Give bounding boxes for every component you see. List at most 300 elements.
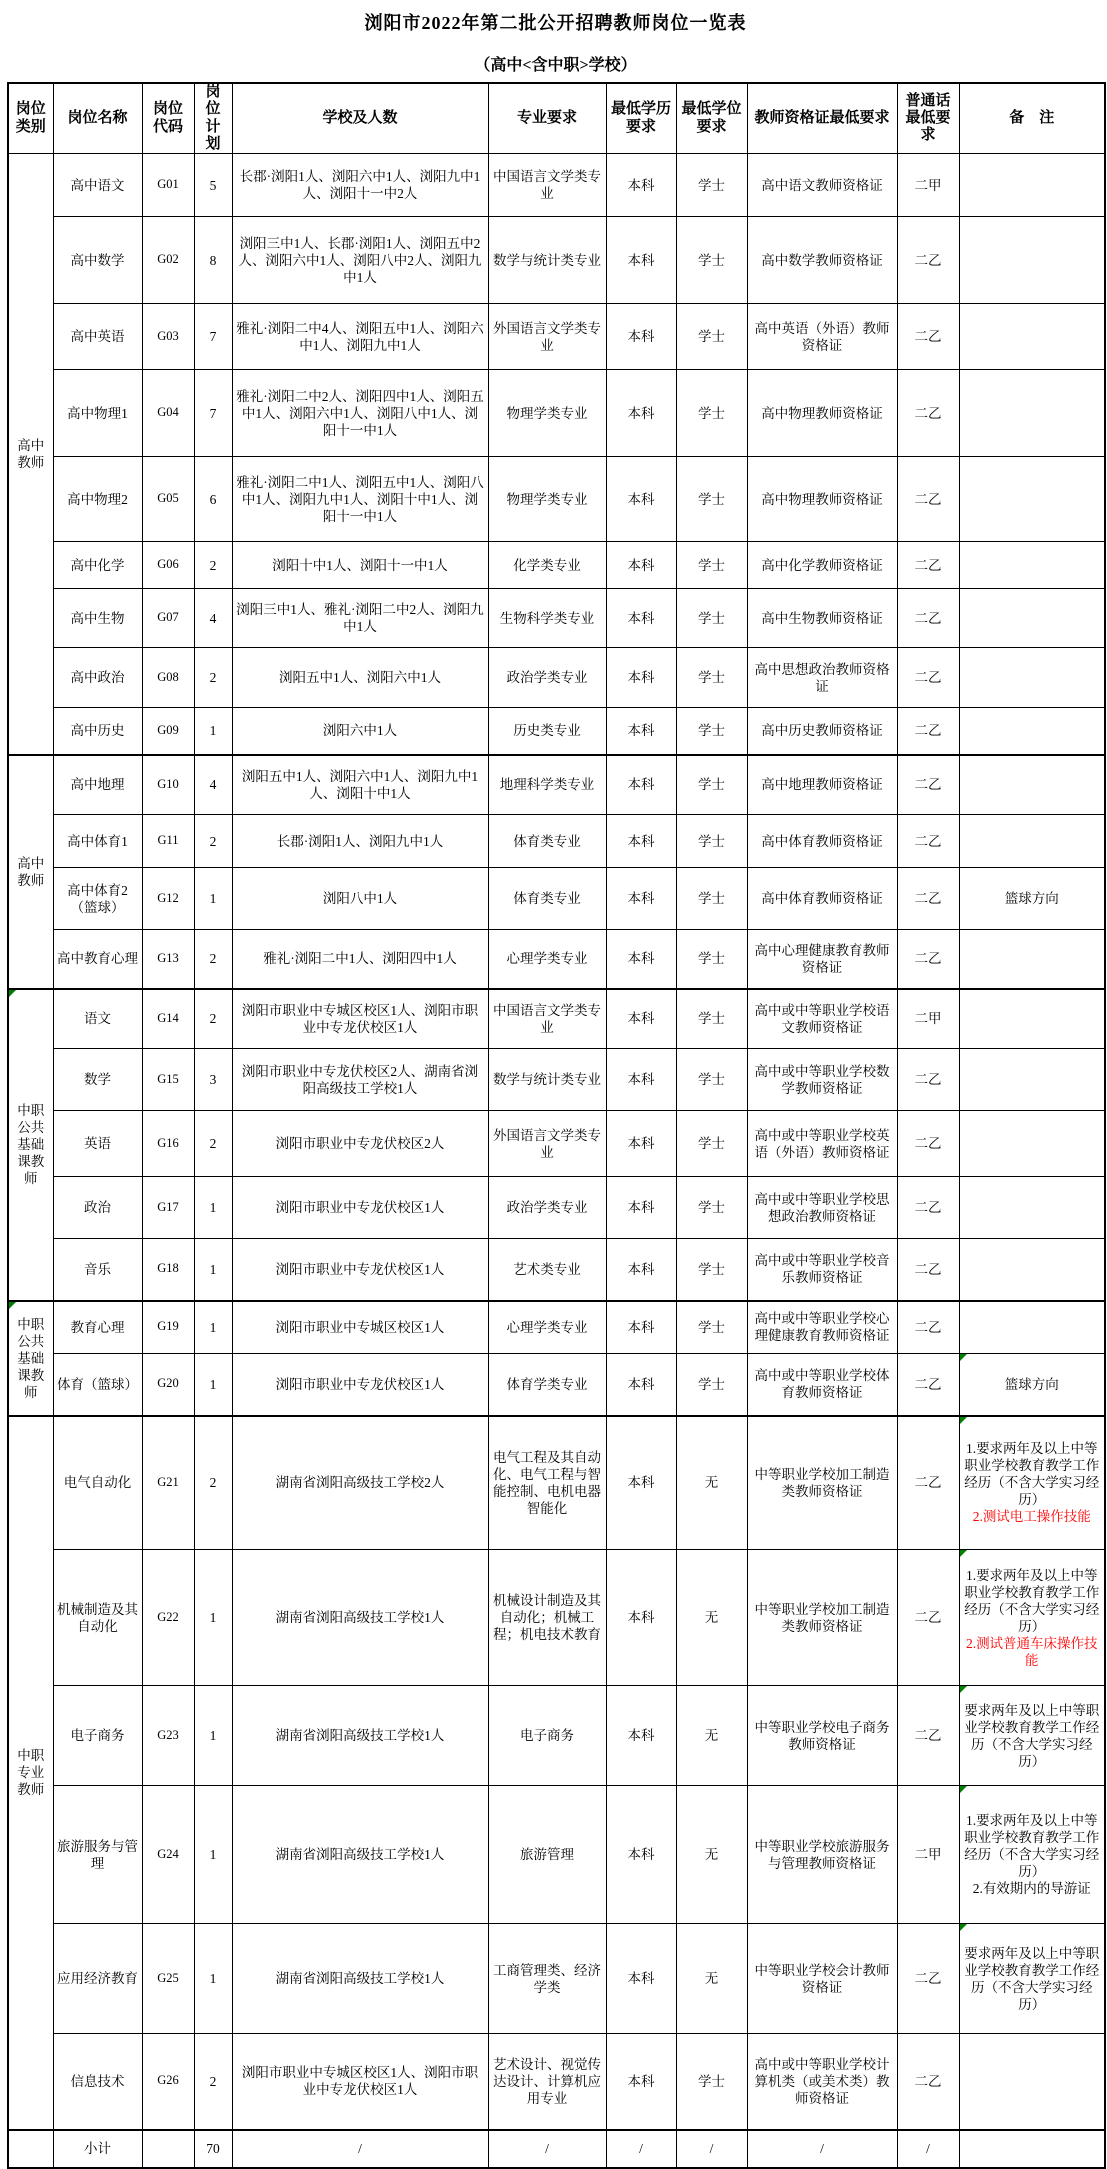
cell-mandarin-requirement: 二乙 bbox=[897, 589, 959, 648]
cell-education-requirement: 本科 bbox=[606, 370, 676, 457]
cell-mandarin-requirement: 二乙 bbox=[897, 542, 959, 589]
cell-education-requirement: 本科 bbox=[606, 989, 676, 1049]
cell-position-count: 2 bbox=[194, 1416, 232, 1550]
cell-major-requirement: 生物科学类专业 bbox=[488, 589, 606, 648]
cell-degree-requirement: / bbox=[676, 2130, 747, 2168]
cell-mandarin-requirement: 二乙 bbox=[897, 868, 959, 930]
cell-certificate-requirement: 高中思想政治教师资格证 bbox=[747, 648, 897, 708]
cell-certificate-requirement: 中等职业学校加工制造类教师资格证 bbox=[747, 1550, 897, 1686]
cell-major-requirement: 政治学类专业 bbox=[488, 648, 606, 708]
cell-certificate-requirement: 中等职业学校电子商务教师资格证 bbox=[747, 1686, 897, 1786]
cell-major-requirement: 物理学类专业 bbox=[488, 370, 606, 457]
cell-mandarin-requirement: 二乙 bbox=[897, 708, 959, 755]
cell-position-code: G05 bbox=[142, 457, 194, 542]
cell-position-name: 高中物理1 bbox=[53, 370, 142, 457]
cell-position-code: G01 bbox=[142, 154, 194, 217]
cell-degree-requirement: 学士 bbox=[676, 1301, 747, 1354]
cell-position-name: 应用经济教育 bbox=[53, 1924, 142, 2034]
cell-remark bbox=[959, 304, 1105, 370]
cell-degree-requirement: 学士 bbox=[676, 1239, 747, 1301]
cell-position-name: 高中政治 bbox=[53, 648, 142, 708]
cell-position-name: 高中化学 bbox=[53, 542, 142, 589]
cell-category bbox=[8, 2130, 53, 2168]
table-row bbox=[8, 1177, 1105, 1239]
cell-certificate-requirement: 高中生物教师资格证 bbox=[747, 589, 897, 648]
cell-position-count: 7 bbox=[194, 304, 232, 370]
cell-education-requirement: 本科 bbox=[606, 1239, 676, 1301]
cell-certificate-requirement: 高中语文教师资格证 bbox=[747, 154, 897, 217]
cell-degree-requirement: 学士 bbox=[676, 755, 747, 815]
cell-certificate-requirement: 高中物理教师资格证 bbox=[747, 457, 897, 542]
cell-position-name: 政治 bbox=[53, 1177, 142, 1239]
cell-mandarin-requirement: 二乙 bbox=[897, 815, 959, 868]
cell-remark bbox=[959, 217, 1105, 304]
cell-position-name: 信息技术 bbox=[53, 2034, 142, 2130]
remark-text: 2.有效期内的导游证 bbox=[972, 1881, 1091, 1896]
cell-position-code: G19 bbox=[142, 1301, 194, 1354]
cell-mandarin-requirement: 二乙 bbox=[897, 1239, 959, 1301]
cell-education-requirement: 本科 bbox=[606, 2034, 676, 2130]
cell-position-code: G02 bbox=[142, 217, 194, 304]
remark-text: 要求两年及以上中等职业学校教育教学工作经历（不含大学实习经历） bbox=[964, 1945, 1100, 2012]
cell-education-requirement: 本科 bbox=[606, 304, 676, 370]
cell-mandarin-requirement: 二甲 bbox=[897, 989, 959, 1049]
cell-education-requirement: 本科 bbox=[606, 1924, 676, 2034]
cell-position-code: G17 bbox=[142, 1177, 194, 1239]
cell-certificate-requirement: 高中或中等职业学校英语（外语）教师资格证 bbox=[747, 1111, 897, 1177]
col-header-major: 专业要求 bbox=[488, 83, 606, 154]
col-header-mandarin: 普通话最低要求 bbox=[897, 83, 959, 154]
cell-mandarin-requirement: 二乙 bbox=[897, 930, 959, 989]
cell-position-name: 高中体育2（篮球） bbox=[53, 868, 142, 930]
col-header-count: 岗位计划 bbox=[194, 83, 232, 154]
cell-position-code: G10 bbox=[142, 755, 194, 815]
comment-marker-icon bbox=[960, 1354, 967, 1361]
cell-mandarin-requirement: 二乙 bbox=[897, 1301, 959, 1354]
cell-mandarin-requirement: 二乙 bbox=[897, 1049, 959, 1111]
comment-marker-icon bbox=[960, 1550, 967, 1557]
cell-mandarin-requirement: 二乙 bbox=[897, 217, 959, 304]
col-header-category: 岗位类别 bbox=[8, 83, 53, 154]
cell-position-count: 1 bbox=[194, 1924, 232, 2034]
page-title: 浏阳市2022年第二批公开招聘教师岗位一览表 bbox=[364, 13, 747, 33]
cell-certificate-requirement: 中等职业学校旅游服务与管理教师资格证 bbox=[747, 1786, 897, 1924]
cell-major-requirement: 地理科学类专业 bbox=[488, 755, 606, 815]
cell-major-requirement: 历史类专业 bbox=[488, 708, 606, 755]
table-row bbox=[8, 1301, 1105, 1354]
cell-remark bbox=[959, 648, 1105, 708]
cell-position-count: 1 bbox=[194, 1301, 232, 1354]
cell-degree-requirement: 无 bbox=[676, 1786, 747, 1924]
cell-degree-requirement: 学士 bbox=[676, 1111, 747, 1177]
cell-position-name: 高中物理2 bbox=[53, 457, 142, 542]
cell-major-requirement: 电子商务 bbox=[488, 1686, 606, 1786]
cell-mandarin-requirement: 二乙 bbox=[897, 457, 959, 542]
cell-remark bbox=[959, 1550, 1105, 1686]
cell-schools: 雅礼·浏阳二中1人、浏阳四中1人 bbox=[232, 930, 488, 989]
cell-mandarin-requirement: 二乙 bbox=[897, 1111, 959, 1177]
table-row bbox=[8, 154, 1105, 217]
cell-degree-requirement: 无 bbox=[676, 1686, 747, 1786]
table-row bbox=[8, 989, 1105, 1049]
cell-education-requirement: 本科 bbox=[606, 1301, 676, 1354]
comment-marker-icon bbox=[960, 1686, 967, 1693]
cell-education-requirement: 本科 bbox=[606, 1416, 676, 1550]
cell-position-code bbox=[142, 2130, 194, 2168]
cell-schools: 雅礼·浏阳二中2人、浏阳四中1人、浏阳五中1人、浏阳六中1人、浏阳八中1人、浏阳十一中1人 bbox=[232, 370, 488, 457]
comment-marker-icon bbox=[9, 990, 16, 997]
cell-degree-requirement: 学士 bbox=[676, 989, 747, 1049]
cell-education-requirement: 本科 bbox=[606, 648, 676, 708]
table-row bbox=[8, 370, 1105, 457]
cell-major-requirement: / bbox=[488, 2130, 606, 2168]
cell-remark bbox=[959, 1416, 1105, 1550]
cell-schools: 浏阳市职业中专龙伏校区1人 bbox=[232, 1239, 488, 1301]
cell-mandarin-requirement: 二乙 bbox=[897, 304, 959, 370]
cell-degree-requirement: 学士 bbox=[676, 1049, 747, 1111]
cell-position-code: G16 bbox=[142, 1111, 194, 1177]
cell-mandarin-requirement: / bbox=[897, 2130, 959, 2168]
cell-major-requirement: 体育类专业 bbox=[488, 815, 606, 868]
cell-major-requirement: 体育类专业 bbox=[488, 868, 606, 930]
cell-mandarin-requirement: 二乙 bbox=[897, 2034, 959, 2130]
cell-remark bbox=[959, 1786, 1105, 1924]
cell-education-requirement: 本科 bbox=[606, 868, 676, 930]
cell-schools: 浏阳六中1人 bbox=[232, 708, 488, 755]
remark-red-text: 2.测试电工操作技能 bbox=[972, 1509, 1091, 1525]
cell-position-name: 高中教育心理 bbox=[53, 930, 142, 989]
table-row bbox=[8, 304, 1105, 370]
cell-degree-requirement: 学士 bbox=[676, 457, 747, 542]
cell-position-name: 数学 bbox=[53, 1049, 142, 1111]
cell-position-name: 教育心理 bbox=[53, 1301, 142, 1354]
cell-position-code: G12 bbox=[142, 868, 194, 930]
cell-degree-requirement: 学士 bbox=[676, 304, 747, 370]
cell-major-requirement: 电气工程及其自动化、电气工程与智能控制、电机电器智能化 bbox=[488, 1416, 606, 1550]
col-header-remark: 备 注 bbox=[959, 83, 1105, 154]
remark-red-text: 2.测试普通车床操作技能 bbox=[965, 1635, 1098, 1668]
cell-major-requirement: 化学类专业 bbox=[488, 542, 606, 589]
cell-remark bbox=[959, 589, 1105, 648]
cell-certificate-requirement: 高中或中等职业学校音乐教师资格证 bbox=[747, 1239, 897, 1301]
cell-mandarin-requirement: 二乙 bbox=[897, 755, 959, 815]
cell-position-code: G24 bbox=[142, 1786, 194, 1924]
cell-certificate-requirement: 高中物理教师资格证 bbox=[747, 370, 897, 457]
subtotal-row bbox=[8, 2130, 1105, 2168]
cell-position-count: 8 bbox=[194, 217, 232, 304]
cell-degree-requirement: 无 bbox=[676, 1550, 747, 1686]
cell-position-name: 体育（篮球） bbox=[53, 1354, 142, 1416]
cell-major-requirement: 外国语言文学类专业 bbox=[488, 304, 606, 370]
cell-mandarin-requirement: 二甲 bbox=[897, 1786, 959, 1924]
cell-position-name: 语文 bbox=[53, 989, 142, 1049]
cell-position-count: 70 bbox=[194, 2130, 232, 2168]
cell-certificate-requirement: 高中或中等职业学校体育教师资格证 bbox=[747, 1354, 897, 1416]
cell-remark bbox=[959, 457, 1105, 542]
cell-education-requirement: 本科 bbox=[606, 1786, 676, 1924]
cell-remark bbox=[959, 989, 1105, 1049]
cell-position-code: G06 bbox=[142, 542, 194, 589]
cell-position-count: 2 bbox=[194, 2034, 232, 2130]
cell-position-count: 5 bbox=[194, 154, 232, 217]
table-row bbox=[8, 2034, 1105, 2130]
cell-major-requirement: 数学与统计类专业 bbox=[488, 1049, 606, 1111]
cell-position-code: G08 bbox=[142, 648, 194, 708]
cell-education-requirement: 本科 bbox=[606, 1177, 676, 1239]
cell-position-name: 英语 bbox=[53, 1111, 142, 1177]
cell-education-requirement: 本科 bbox=[606, 930, 676, 989]
cell-schools: 湖南省浏阳高级技工学校1人 bbox=[232, 1550, 488, 1686]
remark-text: 1.要求两年及以上中等职业学校教育教学工作经历（不含大学实习经历） bbox=[964, 1813, 1100, 1879]
cell-schools: 浏阳三中1人、长郡·浏阳1人、浏阳五中2人、浏阳六中1人、浏阳八中2人、浏阳九中1人 bbox=[232, 217, 488, 304]
cell-major-requirement: 政治学类专业 bbox=[488, 1177, 606, 1239]
cell-degree-requirement: 学士 bbox=[676, 648, 747, 708]
cell-position-count: 3 bbox=[194, 1049, 232, 1111]
cell-position-count: 1 bbox=[194, 1550, 232, 1686]
cell-degree-requirement: 学士 bbox=[676, 542, 747, 589]
cell-mandarin-requirement: 二乙 bbox=[897, 1924, 959, 2034]
cell-mandarin-requirement: 二乙 bbox=[897, 1354, 959, 1416]
cell-mandarin-requirement: 二乙 bbox=[897, 1550, 959, 1686]
cell-position-count: 2 bbox=[194, 1111, 232, 1177]
remark-text: 篮球方向 bbox=[1004, 1376, 1059, 1392]
cell-position-code: G23 bbox=[142, 1686, 194, 1786]
category-cell: 高中教师 bbox=[8, 154, 53, 755]
cell-remark bbox=[959, 1177, 1105, 1239]
cell-education-requirement: 本科 bbox=[606, 542, 676, 589]
col-header-degree: 最低学位要求 bbox=[676, 83, 747, 154]
cell-position-code: G25 bbox=[142, 1924, 194, 2034]
cell-remark bbox=[959, 1049, 1105, 1111]
cell-remark bbox=[959, 930, 1105, 989]
table-row bbox=[8, 815, 1105, 868]
cell-major-requirement: 物理学类专业 bbox=[488, 457, 606, 542]
table-row bbox=[8, 930, 1105, 989]
cell-degree-requirement: 无 bbox=[676, 1924, 747, 2034]
cell-certificate-requirement: 高中数学教师资格证 bbox=[747, 217, 897, 304]
cell-mandarin-requirement: 二甲 bbox=[897, 154, 959, 217]
cell-education-requirement: 本科 bbox=[606, 755, 676, 815]
cell-degree-requirement: 学士 bbox=[676, 217, 747, 304]
cell-position-code: G04 bbox=[142, 370, 194, 457]
cell-major-requirement: 心理学类专业 bbox=[488, 1301, 606, 1354]
col-header-code: 岗位代码 bbox=[142, 83, 194, 154]
cell-schools: 浏阳市职业中专龙伏校区1人 bbox=[232, 1177, 488, 1239]
cell-remark bbox=[959, 1354, 1105, 1416]
cell-schools: 浏阳三中1人、雅礼·浏阳二中2人、浏阳九中1人 bbox=[232, 589, 488, 648]
cell-education-requirement: 本科 bbox=[606, 815, 676, 868]
cell-remark bbox=[959, 2034, 1105, 2130]
cell-schools: 浏阳市职业中专城区校区1人、浏阳市职业中专龙伏校区1人 bbox=[232, 989, 488, 1049]
remark-text: 1.要求两年及以上中等职业学校教育教学工作经历（不含大学实习经历） bbox=[964, 1441, 1100, 1508]
table-row bbox=[8, 708, 1105, 755]
cell-certificate-requirement: 高中或中等职业学校数学教师资格证 bbox=[747, 1049, 897, 1111]
cell-position-count: 1 bbox=[194, 868, 232, 930]
cell-schools: 浏阳市职业中专城区校区1人 bbox=[232, 1301, 488, 1354]
cell-certificate-requirement: 高中历史教师资格证 bbox=[747, 708, 897, 755]
cell-remark bbox=[959, 1301, 1105, 1354]
table-row bbox=[8, 755, 1105, 815]
cell-education-requirement: 本科 bbox=[606, 1550, 676, 1686]
cell-degree-requirement: 学士 bbox=[676, 868, 747, 930]
cell-remark bbox=[959, 1239, 1105, 1301]
remark-text: 1.要求两年及以上中等职业学校教育教学工作经历（不含大学实习经历） bbox=[964, 1567, 1100, 1634]
cell-mandarin-requirement: 二乙 bbox=[897, 1686, 959, 1786]
cell-position-count: 1 bbox=[194, 1177, 232, 1239]
cell-degree-requirement: 学士 bbox=[676, 589, 747, 648]
positions-table bbox=[7, 82, 1106, 2169]
cell-position-name: 电子商务 bbox=[53, 1686, 142, 1786]
cell-major-requirement: 艺术类专业 bbox=[488, 1239, 606, 1301]
cell-position-name: 高中语文 bbox=[53, 154, 142, 217]
cell-major-requirement: 心理学类专业 bbox=[488, 930, 606, 989]
cell-position-code: G26 bbox=[142, 2034, 194, 2130]
cell-position-code: G07 bbox=[142, 589, 194, 648]
table-row bbox=[8, 1049, 1105, 1111]
remark-text: 篮球方向 bbox=[1004, 891, 1059, 906]
cell-schools: 湖南省浏阳高级技工学校1人 bbox=[232, 1924, 488, 2034]
table-header bbox=[8, 83, 1105, 154]
cell-schools: 浏阳八中1人 bbox=[232, 868, 488, 930]
comment-marker-icon bbox=[960, 1924, 967, 1931]
cell-position-code: G13 bbox=[142, 930, 194, 989]
comment-marker-icon bbox=[960, 1786, 967, 1793]
cell-schools: 雅礼·浏阳二中1人、浏阳五中1人、浏阳八中1人、浏阳九中1人、浏阳十中1人、浏阳十一中1人 bbox=[232, 457, 488, 542]
cell-position-name: 机械制造及其自动化 bbox=[53, 1550, 142, 1686]
cell-major-requirement: 体育学类专业 bbox=[488, 1354, 606, 1416]
category-cell: 高中教师 bbox=[8, 755, 53, 989]
cell-schools: 湖南省浏阳高级技工学校2人 bbox=[232, 1416, 488, 1550]
cell-remark bbox=[959, 815, 1105, 868]
table-row bbox=[8, 589, 1105, 648]
cell-position-name: 高中英语 bbox=[53, 304, 142, 370]
cell-position-code: G15 bbox=[142, 1049, 194, 1111]
cell-mandarin-requirement: 二乙 bbox=[897, 1416, 959, 1550]
cell-schools: 浏阳十中1人、浏阳十一中1人 bbox=[232, 542, 488, 589]
cell-certificate-requirement: 高中体育教师资格证 bbox=[747, 815, 897, 868]
cell-schools: 浏阳五中1人、浏阳六中1人 bbox=[232, 648, 488, 708]
cell-position-name: 电气自动化 bbox=[53, 1416, 142, 1550]
cell-position-code: G14 bbox=[142, 989, 194, 1049]
cell-position-count: 2 bbox=[194, 648, 232, 708]
cell-position-count: 1 bbox=[194, 1686, 232, 1786]
cell-position-count: 2 bbox=[194, 815, 232, 868]
cell-position-code: G11 bbox=[142, 815, 194, 868]
comment-marker-icon bbox=[960, 1417, 967, 1424]
cell-schools: 浏阳市职业中专城区校区1人、浏阳市职业中专龙伏校区1人 bbox=[232, 2034, 488, 2130]
cell-position-code: G21 bbox=[142, 1416, 194, 1550]
cell-certificate-requirement: 高中化学教师资格证 bbox=[747, 542, 897, 589]
cell-certificate-requirement: / bbox=[747, 2130, 897, 2168]
page-subtitle: （高中<含中职>学校） bbox=[474, 56, 637, 74]
cell-schools: 浏阳市职业中专龙伏校区2人、湖南省浏阳高级技工学校1人 bbox=[232, 1049, 488, 1111]
cell-major-requirement: 数学与统计类专业 bbox=[488, 217, 606, 304]
cell-mandarin-requirement: 二乙 bbox=[897, 370, 959, 457]
cell-schools: 雅礼·浏阳二中4人、浏阳五中1人、浏阳六中1人、浏阳九中1人 bbox=[232, 304, 488, 370]
cell-degree-requirement: 学士 bbox=[676, 708, 747, 755]
cell-education-requirement: 本科 bbox=[606, 457, 676, 542]
table-row bbox=[8, 1686, 1105, 1786]
cell-certificate-requirement: 高中或中等职业学校语文教师资格证 bbox=[747, 989, 897, 1049]
cell-major-requirement: 中国语言文学类专业 bbox=[488, 989, 606, 1049]
cell-remark bbox=[959, 708, 1105, 755]
cell-certificate-requirement: 高中或中等职业学校计算机类（或美术类）教师资格证 bbox=[747, 2034, 897, 2130]
cell-position-name: 旅游服务与管理 bbox=[53, 1786, 142, 1924]
category-cell: 中职专业教师 bbox=[8, 1416, 53, 2130]
cell-remark bbox=[959, 1686, 1105, 1786]
cell-education-requirement: / bbox=[606, 2130, 676, 2168]
cell-position-code: G18 bbox=[142, 1239, 194, 1301]
table-row bbox=[8, 457, 1105, 542]
table-body bbox=[8, 154, 1105, 2168]
cell-position-count: 7 bbox=[194, 370, 232, 457]
cell-degree-requirement: 学士 bbox=[676, 154, 747, 217]
cell-position-count: 1 bbox=[194, 1786, 232, 1924]
cell-position-count: 1 bbox=[194, 1239, 232, 1301]
cell-position-name: 高中历史 bbox=[53, 708, 142, 755]
cell-schools: 浏阳五中1人、浏阳六中1人、浏阳九中1人、浏阳十中1人 bbox=[232, 755, 488, 815]
col-header-education: 最低学历要求 bbox=[606, 83, 676, 154]
cell-position-name: 小计 bbox=[53, 2130, 142, 2168]
category-cell: 中职公共基础课教师 bbox=[8, 989, 53, 1301]
table-row bbox=[8, 1924, 1105, 2034]
cell-position-code: G22 bbox=[142, 1550, 194, 1686]
table-row bbox=[8, 1239, 1105, 1301]
cell-mandarin-requirement: 二乙 bbox=[897, 1177, 959, 1239]
table-row bbox=[8, 1416, 1105, 1550]
cell-degree-requirement: 学士 bbox=[676, 1354, 747, 1416]
cell-degree-requirement: 学士 bbox=[676, 930, 747, 989]
cell-remark bbox=[959, 2130, 1105, 2168]
cell-major-requirement: 中国语言文学类专业 bbox=[488, 154, 606, 217]
cell-education-requirement: 本科 bbox=[606, 1111, 676, 1177]
cell-major-requirement: 外国语言文学类专业 bbox=[488, 1111, 606, 1177]
cell-education-requirement: 本科 bbox=[606, 1354, 676, 1416]
cell-major-requirement: 工商管理类、经济学类 bbox=[488, 1924, 606, 2034]
cell-position-count: 1 bbox=[194, 1354, 232, 1416]
table-row bbox=[8, 1111, 1105, 1177]
cell-schools: 长郡·浏阳1人、浏阳六中1人、浏阳九中1人、浏阳十一中2人 bbox=[232, 154, 488, 217]
cell-degree-requirement: 学士 bbox=[676, 2034, 747, 2130]
remark-text: 要求两年及以上中等职业学校教育教学工作经历（不含大学实习经历） bbox=[964, 1702, 1100, 1769]
cell-position-count: 4 bbox=[194, 589, 232, 648]
cell-education-requirement: 本科 bbox=[606, 1049, 676, 1111]
cell-certificate-requirement: 高中英语（外语）教师资格证 bbox=[747, 304, 897, 370]
col-header-certificate: 教师资格证最低要求 bbox=[747, 83, 897, 154]
cell-certificate-requirement: 高中或中等职业学校思想政治教师资格证 bbox=[747, 1177, 897, 1239]
cell-education-requirement: 本科 bbox=[606, 589, 676, 648]
table-row bbox=[8, 542, 1105, 589]
cell-schools: 浏阳市职业中专龙伏校区1人 bbox=[232, 1354, 488, 1416]
cell-schools: / bbox=[232, 2130, 488, 2168]
cell-certificate-requirement: 高中体育教师资格证 bbox=[747, 868, 897, 930]
cell-remark bbox=[959, 370, 1105, 457]
cell-schools: 湖南省浏阳高级技工学校1人 bbox=[232, 1686, 488, 1786]
cell-degree-requirement: 学士 bbox=[676, 815, 747, 868]
cell-education-requirement: 本科 bbox=[606, 154, 676, 217]
cell-schools: 长郡·浏阳1人、浏阳九中1人 bbox=[232, 815, 488, 868]
table-row bbox=[8, 648, 1105, 708]
cell-position-code: G09 bbox=[142, 708, 194, 755]
category-cell: 中职公共基础课教师 bbox=[8, 1301, 53, 1416]
cell-position-count: 1 bbox=[194, 708, 232, 755]
table-row bbox=[8, 217, 1105, 304]
cell-major-requirement: 旅游管理 bbox=[488, 1786, 606, 1924]
cell-schools: 浏阳市职业中专龙伏校区2人 bbox=[232, 1111, 488, 1177]
cell-certificate-requirement: 中等职业学校加工制造类教师资格证 bbox=[747, 1416, 897, 1550]
comment-marker-icon bbox=[9, 1302, 16, 1309]
cell-mandarin-requirement: 二乙 bbox=[897, 648, 959, 708]
